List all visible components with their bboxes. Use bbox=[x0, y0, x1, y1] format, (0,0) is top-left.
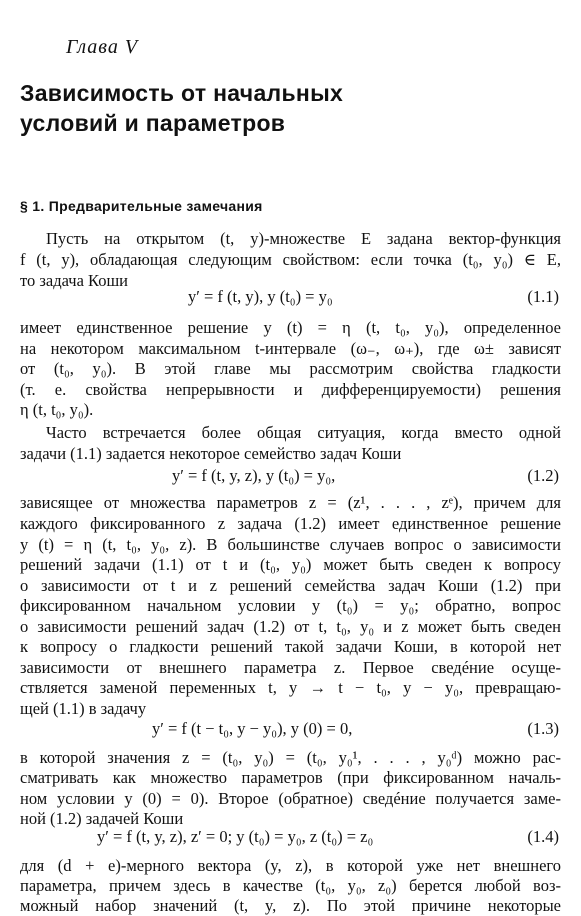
equation-number: (1.1) bbox=[527, 287, 559, 306]
section-heading: § 1. Предварительные замечания bbox=[20, 198, 263, 214]
text-line: Часто встречается более общая ситуация, когда вместо одной bbox=[46, 423, 561, 442]
text-line: можный набор значений (t, y, z). По этой причине некоторые bbox=[20, 896, 561, 915]
equation-number: (1.3) bbox=[527, 719, 559, 738]
equation-number: (1.2) bbox=[527, 466, 559, 485]
text-line: имеет единственное решение y (t) = η (t, t₀, y₀), определенное bbox=[20, 318, 561, 337]
text-line: на некотором максимальном t-интервале (ω₋, ω₊), где ω± зависят bbox=[20, 339, 561, 358]
text-line: ном условии y (0) = 0). Второе (обратное) сведéние получается заме- bbox=[20, 789, 561, 808]
chapter-heading: Глава V bbox=[66, 36, 139, 58]
text-line: каждого фиксированного z задача (1.2) имеет единственное решение bbox=[20, 514, 561, 533]
equation-1-3: y′ = f (t − t₀, y − y₀), y (0) = 0, bbox=[152, 719, 353, 738]
text-line: к вопросу о гладкости решений такой задачи Коши, в которой нет bbox=[20, 637, 561, 656]
chapter-title bbox=[20, 78, 343, 138]
text-line: зависимости от внешнего параметра z. Первое сведéние осуще- bbox=[20, 658, 561, 677]
equation-1-4: y′ = f (t, y, z), z′ = 0; y (t₀) = y₀, z (t₀) = z₀ bbox=[97, 827, 374, 846]
text-line: (т. е. свойства непрерывности и дифференцируемости) решения bbox=[20, 380, 561, 399]
text-line: ной (1.2) задачей Коши bbox=[20, 809, 184, 828]
text-line: η (t, t₀, y₀). bbox=[20, 400, 94, 419]
text-line: о зависимости решений задач (1.2) от t, t₀, y₀ и z может быть сведен bbox=[20, 617, 561, 636]
text-line: задачи (1.1) задается некоторое семейство задач Коши bbox=[20, 444, 402, 463]
chapter-title-line: условий и параметров bbox=[20, 110, 286, 136]
text-line: то задача Коши bbox=[20, 271, 128, 290]
text-line: о зависимости от t и z решений семейства задач Коши (1.2) при bbox=[20, 576, 561, 595]
text-line: Пусть на открытом (t, y)-множестве E задана вектор-функция bbox=[46, 229, 561, 248]
text-line: зависящее от множества параметров z = (z¹, . . . , zᵉ), причем для bbox=[20, 493, 561, 512]
chapter-title-line: Зависимость от начальных bbox=[20, 80, 344, 106]
text-line: y (t) = η (t, t₀, y₀, z). В большинстве случаев вопрос о зависимости bbox=[20, 535, 561, 554]
text-line: ствляется заменой переменных t, y → t − t₀, y − y₀, превращаю- bbox=[20, 678, 561, 697]
text-line: в которой значения z = (t₀, y₀) = (t₀, y₀¹, . . . , y₀ᵈ) можно рас- bbox=[20, 748, 561, 767]
equation-number: (1.4) bbox=[527, 827, 559, 846]
equation-1-2: y′ = f (t, y, z), y (t₀) = y₀, bbox=[172, 466, 336, 485]
text-line: от (t₀, y₀). В этой главе мы рассмотрим свойства гладкости bbox=[20, 359, 561, 378]
text-line: f (t, y), обладающая следующим свойством: если точка (t₀, y₀) ∈ E, bbox=[20, 250, 561, 269]
text-line: щей (1.1) в задачу bbox=[20, 699, 147, 718]
text-line: фиксированном начальном условии y (t₀) = y₀; обратно, вопрос bbox=[20, 596, 561, 615]
text-line: параметра, причем здесь в качестве (t₀, y₀, z₀) берется любой воз- bbox=[20, 876, 561, 895]
text-line: сматривать как множество параметров (при фиксированном началь- bbox=[20, 768, 561, 787]
equation-1-1: y′ = f (t, y), y (t₀) = y₀ bbox=[188, 287, 333, 306]
text-line: решений задачи (1.1) от t и (t₀, y₀) может быть сведен к вопросу bbox=[20, 555, 561, 574]
text-line: для (d + e)-мерного вектора (y, z), в которой уже нет внешнего bbox=[20, 856, 561, 875]
